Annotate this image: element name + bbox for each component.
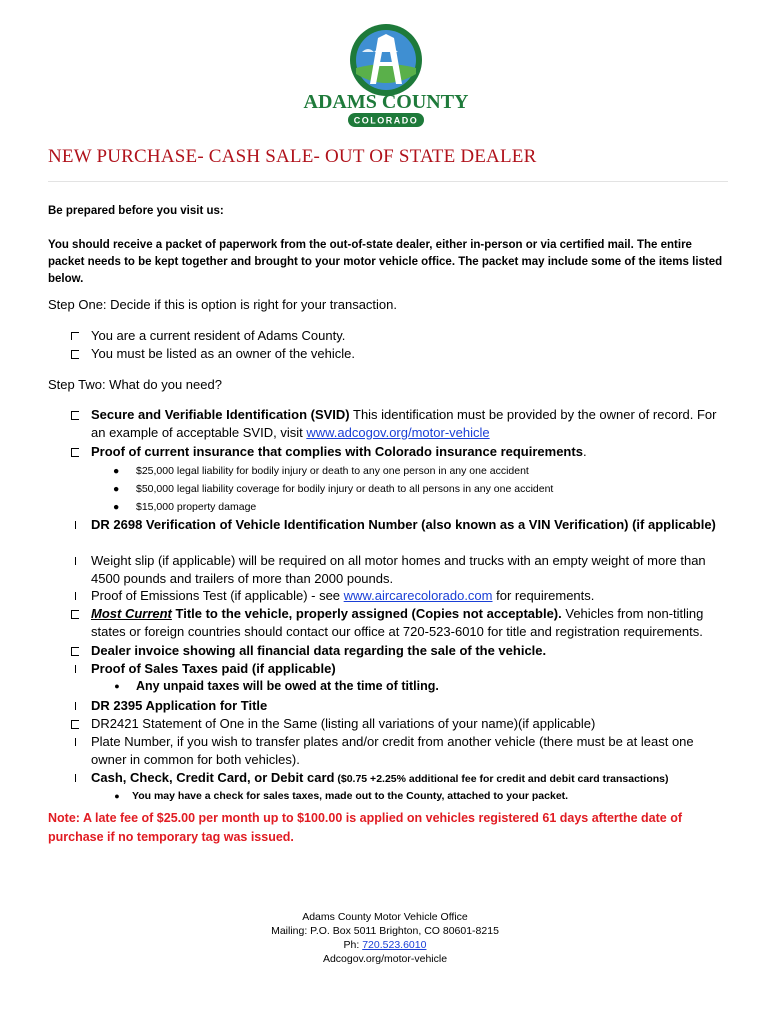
checklist-item-weight: [70, 552, 730, 587]
checklist-item-insurance: [70, 443, 730, 461]
intro-paragraph: You should receive a packet of paperwork from the out-of-state dealer, either in-person or via certified mail. The entire packet needs to be kept together and brought to your motor vehicle office. The packet may include some of the items listed below.: [48, 239, 723, 285]
step-one-heading: Step One: Decide if this is option is right for your transaction.: [48, 297, 398, 312]
emissions-end: for requirements.: [492, 588, 595, 603]
checkbox-icon[interactable]: [70, 345, 80, 366]
bullet-icon: ●: [113, 483, 120, 495]
title-text: Vehicles from non-titling states or foreign countries should contact our office at 720-523-6010 for title and registration requirements.: [91, 606, 704, 639]
payment-fee: ($0.75 +2.25% additional fee for credit and debit card transactions): [334, 773, 669, 785]
checkbox-icon[interactable]: [70, 733, 80, 753]
checklist-item-dr2421: [70, 715, 730, 733]
invoice-text: Dealer invoice showing all financial data regarding the sale of the vehicle.: [91, 643, 547, 658]
footer-contact: [0, 910, 770, 966]
checkbox-icon[interactable]: [70, 443, 80, 464]
mailing-address: Mailing: P.O. Box 5011 Brighton, CO 80601-8215: [271, 925, 499, 937]
bullet-icon: ●: [113, 465, 120, 477]
checklist-item-sales-tax: [70, 660, 730, 678]
adcogov-link[interactable]: www.adcogov.org/motor-vehicle: [306, 424, 490, 440]
checkbox-icon[interactable]: [70, 327, 80, 347]
step-two-heading: Step Two: What do you need?: [48, 377, 222, 392]
late-fee-note: Note: A late fee of $25.00 per month up to $100.00 is applied on vehicles registered 61 days afterthe date of purchase if no temporary tag was issued.: [48, 811, 682, 844]
payment-label: Cash, Check, Credit Card, or Debit card: [91, 770, 335, 785]
checkbox-icon[interactable]: [70, 605, 80, 626]
divider: [48, 181, 728, 182]
svg-text:COLORADO: COLORADO: [353, 115, 419, 126]
title-label: Title to the vehicle, properly assigned (Copies not acceptable).: [171, 606, 562, 621]
sales-tax-text: Proof of Sales Taxes paid (if applicable): [91, 661, 336, 676]
payment-sub-item: ● You may have a check for sales taxes, made out to the County, attached to your packet.: [112, 788, 712, 806]
phone-line: Ph: 720.523.6010: [343, 939, 427, 951]
dr2698-text: DR 2698 Verification of Vehicle Identification Number (also known as a VIN Verification) (if applicable): [91, 517, 716, 532]
item-text: You are a current resident of Adams County.: [91, 328, 346, 343]
sales-tax-sub-item: ● Any unpaid taxes will be owed at the time of titling.: [112, 678, 712, 696]
checkbox-icon[interactable]: [70, 587, 80, 607]
prepare-heading: Be prepared before you visit us:: [48, 205, 224, 217]
plate-text: Plate Number, if you wish to transfer plates and/or credit from another vehicle (there must be at least one owner in common for both vehicles).: [91, 734, 694, 767]
logo-emblem-icon: [303, 22, 469, 130]
item-text: You must be listed as an owner of the vehicle.: [91, 346, 356, 361]
insurance-sub-item: ● $25,000 legal liability for bodily injury or death to any one person in any one accident: [113, 465, 529, 477]
checklist-item-invoice: [70, 642, 730, 660]
office-name: Adams County Motor Vehicle Office: [302, 911, 468, 923]
checklist-item-plate: [70, 733, 730, 768]
checkbox-icon[interactable]: [70, 697, 80, 717]
checklist-item-svid: [70, 406, 730, 441]
aircare-link[interactable]: www.aircarecolorado.com: [343, 588, 493, 603]
insurance-sub-item: ● $15,000 property damage: [113, 501, 257, 513]
checkbox-icon[interactable]: [70, 406, 80, 427]
insurance-sub-item: ● $50,000 legal liability coverage for bodily injury or death to all persons in any one accident: [113, 483, 554, 495]
checklist-item: [70, 345, 730, 363]
dr2421-text: DR2421 Statement of One in the Same (listing all variations of your name)(if applicable): [91, 716, 596, 731]
checkbox-icon[interactable]: [70, 769, 80, 789]
phone-link[interactable]: 720.523.6010: [362, 939, 427, 951]
adams-county-logo: [303, 22, 469, 130]
svid-text: This identification must be provided by the owner of record. For an example of acceptable SVID, visit: [91, 407, 717, 440]
bullet-icon: ●: [113, 501, 120, 513]
weight-text: Weight slip (if applicable) will be required on all motor homes and trucks with an empty weight of more than 4500 pounds and trailers of more than 2000 pounds.: [91, 553, 706, 586]
checklist-item-emissions: [70, 587, 730, 605]
svid-label: Secure and Verifiable Identification (SVID): [91, 407, 350, 422]
website: Adcogov.org/motor-vehicle: [322, 953, 448, 965]
most-current-label: Most Current: [91, 606, 172, 621]
checklist-item-dr2395: [70, 697, 730, 715]
checklist-item-payment: [70, 769, 730, 789]
svg-text:ADAMS COUNTY: ADAMS COUNTY: [303, 91, 469, 113]
insurance-label: Proof of current insurance that complies with Colorado insurance requirements: [91, 444, 583, 459]
dr2395-text: DR 2395 Application for Title: [91, 698, 268, 713]
insurance-end: .: [582, 444, 587, 459]
checkbox-icon[interactable]: [70, 552, 80, 572]
page-title: NEW PURCHASE- CASH SALE- OUT OF STATE DEALER: [48, 146, 537, 167]
checklist-item-dr2698: [70, 516, 730, 534]
checklist-item-title: [70, 605, 730, 640]
checkbox-icon[interactable]: [70, 516, 80, 536]
emissions-text: Proof of Emissions Test (if applicable) - see: [91, 588, 344, 603]
checkbox-icon[interactable]: [70, 660, 80, 680]
bullet-icon: ●: [114, 681, 120, 691]
checklist-item: [70, 327, 730, 345]
bullet-icon: ●: [114, 791, 120, 801]
